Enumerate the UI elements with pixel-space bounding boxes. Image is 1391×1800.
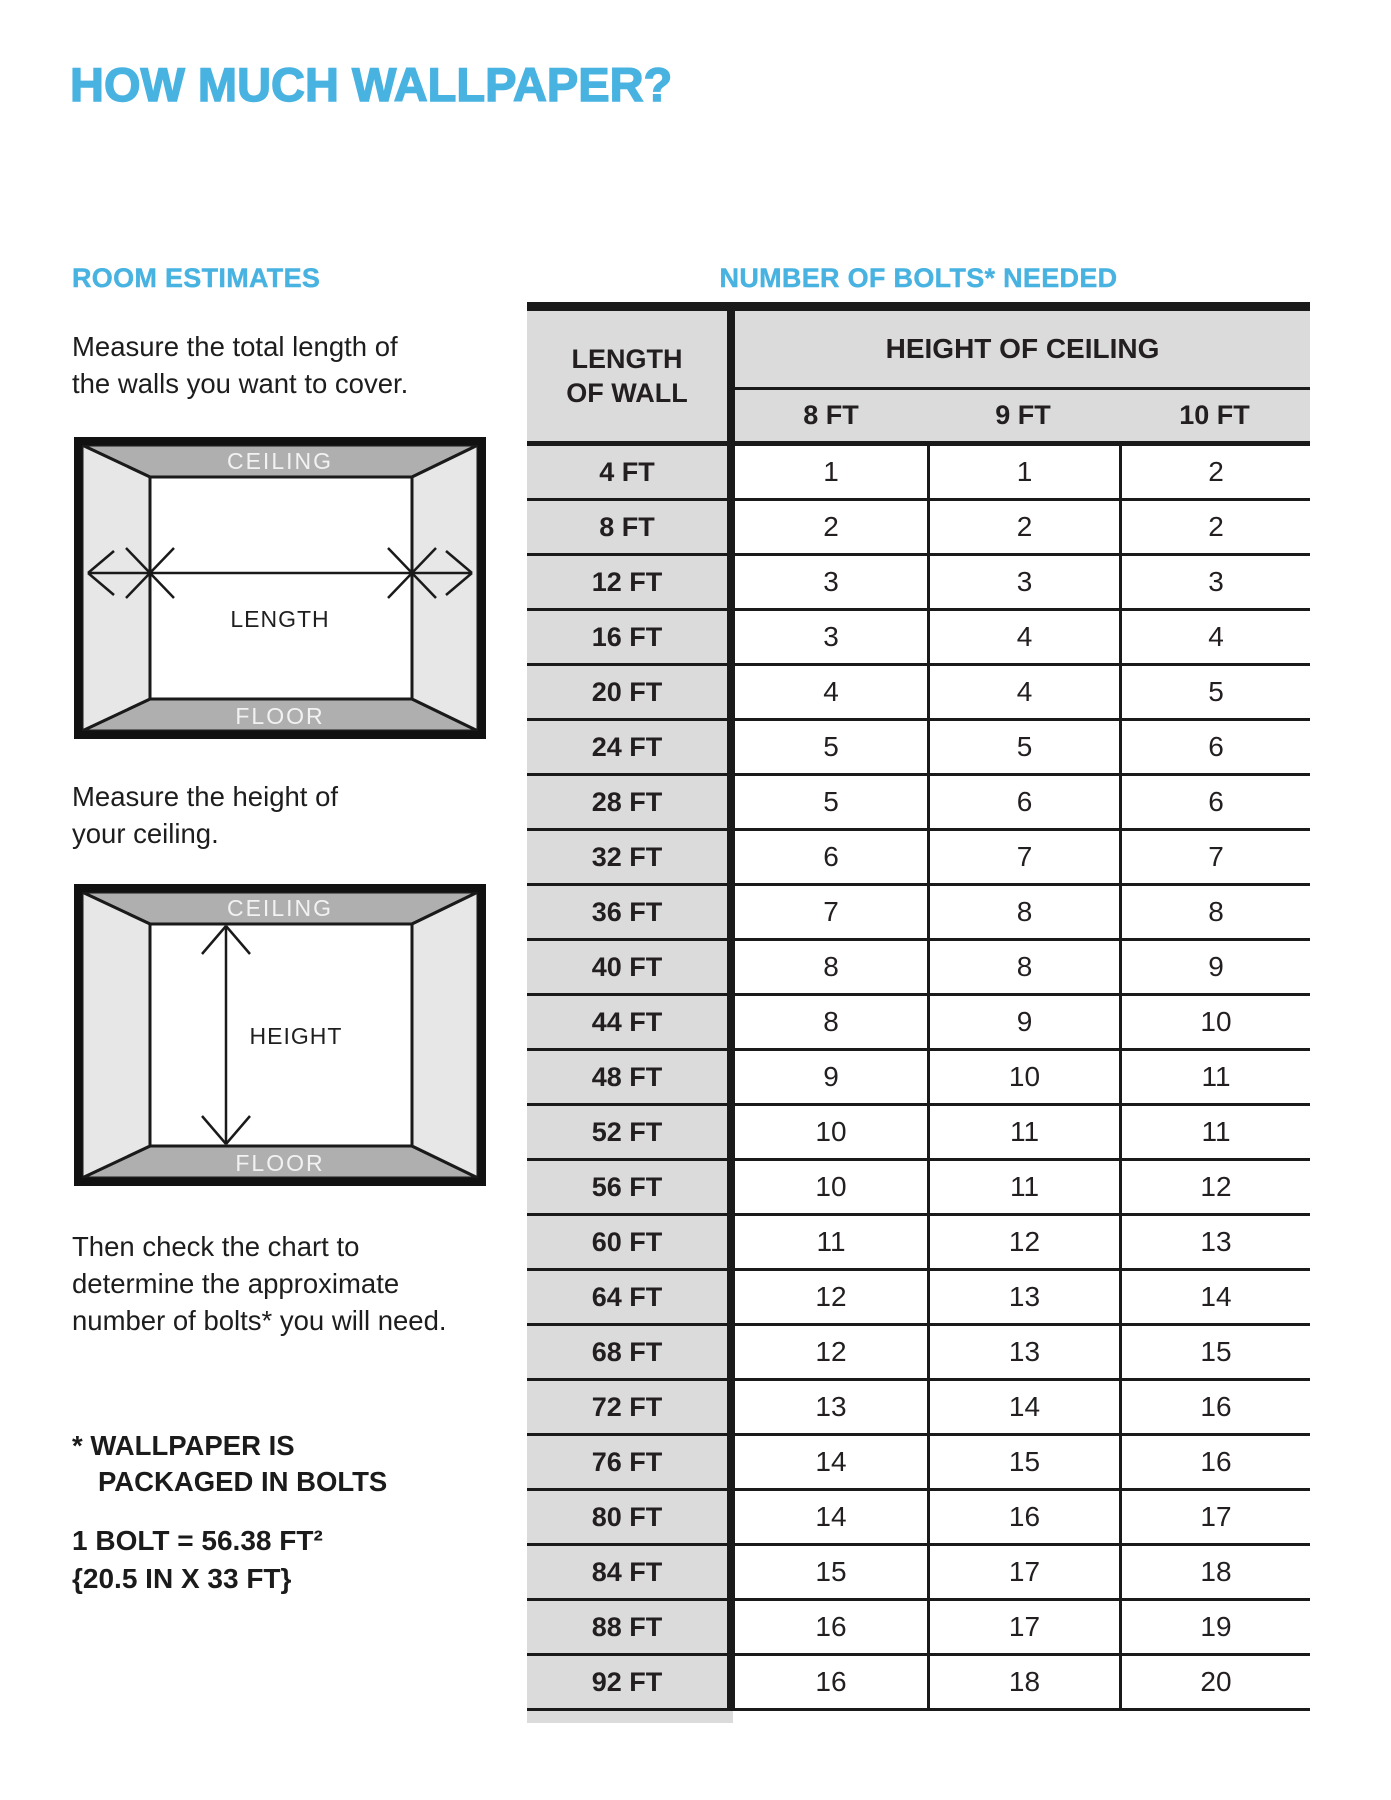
right-wall-surface <box>412 892 478 1178</box>
bolt-count-cell: 14 <box>735 1491 927 1546</box>
wall-length-cell: 68 FT <box>527 1326 727 1381</box>
instruction-line: Then check the chart to <box>72 1231 360 1262</box>
instruction-line: the walls you want to cover. <box>72 368 409 399</box>
instruction-measure-height <box>72 778 338 852</box>
wall-length-cell: 56 FT <box>527 1161 727 1216</box>
instruction-check-chart <box>72 1228 447 1339</box>
table-bottom-strip <box>527 1711 733 1723</box>
footnote-line: * WALLPAPER IS <box>72 1430 295 1461</box>
bolt-count-cell: 13 <box>927 1271 1119 1326</box>
wall-length-cell: 44 FT <box>527 996 727 1051</box>
bolt-count-cell: 12 <box>735 1271 927 1326</box>
wall-length-cell: 48 FT <box>527 1051 727 1106</box>
bolt-size-info <box>72 1522 323 1598</box>
bolt-count-cell: 8 <box>735 941 927 996</box>
instruction-line: Measure the height of <box>72 781 339 812</box>
height-of-ceiling-header: HEIGHT OF CEILING <box>735 311 1310 390</box>
floor-label: FLOOR <box>235 1150 325 1176</box>
column-header-10ft: 10 FT <box>1119 390 1310 446</box>
wall-length-cell: 8 FT <box>527 501 727 556</box>
instruction-line: Measure the total length of <box>72 331 398 362</box>
wall-length-cell: 88 FT <box>527 1601 727 1656</box>
room-estimates-heading: ROOM ESTIMATES <box>72 263 321 293</box>
bolt-count-cell: 17 <box>1119 1491 1310 1546</box>
bolt-count-cell: 5 <box>735 721 927 776</box>
instruction-measure-length <box>72 328 408 402</box>
bolt-count-cell: 18 <box>1119 1546 1310 1601</box>
length-of-wall-header <box>527 311 727 446</box>
bolt-count-cell: 15 <box>927 1436 1119 1491</box>
wall-length-cell: 32 FT <box>527 831 727 886</box>
wall-length-cell: 12 FT <box>527 556 727 611</box>
bolt-count-cell: 7 <box>735 886 927 941</box>
bolt-count-cell: 7 <box>1119 831 1310 886</box>
ceiling-label: CEILING <box>226 448 334 474</box>
bolt-count-cell: 14 <box>735 1436 927 1491</box>
bolts-needed-table <box>527 302 1310 1711</box>
wall-length-cell: 28 FT <box>527 776 727 831</box>
bolt-count-cell: 5 <box>1119 666 1310 721</box>
column-header-9ft: 9 FT <box>927 390 1119 446</box>
bolt-count-cell: 9 <box>927 996 1119 1051</box>
bolt-count-cell: 3 <box>735 611 927 666</box>
bolt-count-cell: 11 <box>1119 1051 1310 1106</box>
bolt-size-line: 1 BOLT = 56.38 FT² <box>72 1525 323 1556</box>
bolt-count-cell: 6 <box>927 776 1119 831</box>
wall-length-cell: 4 FT <box>527 446 727 501</box>
bolt-count-cell: 1 <box>927 446 1119 501</box>
room-height-diagram <box>74 884 486 1186</box>
left-wall-surface <box>82 892 150 1178</box>
bolt-count-cell: 9 <box>735 1051 927 1106</box>
instruction-line: determine the approximate <box>72 1268 400 1299</box>
bolt-count-cell: 6 <box>735 831 927 886</box>
bolt-count-cell: 17 <box>927 1546 1119 1601</box>
bolt-count-cell: 10 <box>927 1051 1119 1106</box>
bolt-count-cell: 10 <box>735 1161 927 1216</box>
bolt-count-cell: 2 <box>927 501 1119 556</box>
bolt-count-cell: 7 <box>927 831 1119 886</box>
wall-length-cell: 64 FT <box>527 1271 727 1326</box>
bolt-count-cell: 17 <box>927 1601 1119 1656</box>
instruction-line: number of bolts* you will need. <box>72 1305 447 1336</box>
bolt-count-cell: 11 <box>927 1106 1119 1161</box>
wall-length-cell: 72 FT <box>527 1381 727 1436</box>
bolt-count-cell: 15 <box>735 1546 927 1601</box>
wall-length-cell: 84 FT <box>527 1546 727 1601</box>
bolt-count-cell: 12 <box>1119 1161 1310 1216</box>
wall-length-cell: 76 FT <box>527 1436 727 1491</box>
bolt-count-cell: 3 <box>1119 556 1310 611</box>
bolt-count-cell: 11 <box>927 1161 1119 1216</box>
bolt-count-cell: 15 <box>1119 1326 1310 1381</box>
bolt-count-cell: 6 <box>1119 776 1310 831</box>
room-length-diagram <box>74 437 486 739</box>
wallpaper-bolts-footnote <box>72 1428 387 1500</box>
bolt-count-cell: 1 <box>735 446 927 501</box>
bolt-count-cell: 2 <box>735 501 927 556</box>
bolt-count-cell: 19 <box>1119 1601 1310 1656</box>
bolt-count-cell: 16 <box>735 1656 927 1711</box>
right-wall-surface <box>412 445 478 731</box>
bolt-count-cell: 13 <box>735 1381 927 1436</box>
bolt-count-cell: 16 <box>927 1491 1119 1546</box>
bolt-count-cell: 10 <box>735 1106 927 1161</box>
page-title: HOW MUCH WALLPAPER? <box>70 58 673 111</box>
bolt-count-cell: 11 <box>735 1216 927 1271</box>
length-label: LENGTH <box>230 606 330 632</box>
wall-length-cell: 16 FT <box>527 611 727 666</box>
ceiling-label: CEILING <box>226 895 334 921</box>
bolt-count-cell: 8 <box>927 886 1119 941</box>
wall-length-cell: 40 FT <box>527 941 727 996</box>
table-top-bar <box>527 302 1310 311</box>
bolt-count-cell: 4 <box>927 666 1119 721</box>
bolt-count-cell: 3 <box>927 556 1119 611</box>
bolt-count-cell: 16 <box>1119 1381 1310 1436</box>
bolt-count-cell: 14 <box>1119 1271 1310 1326</box>
wall-length-cell: 60 FT <box>527 1216 727 1271</box>
bolt-count-cell: 8 <box>735 996 927 1051</box>
table-column-divider <box>727 311 735 1711</box>
back-wall-surface <box>150 477 412 699</box>
wall-length-cell: 36 FT <box>527 886 727 941</box>
room-height-diagram-svg <box>74 884 486 1186</box>
bolts-needed-heading: NUMBER OF BOLTS* NEEDED <box>719 263 1118 293</box>
wall-length-cell: 92 FT <box>527 1656 727 1711</box>
bolt-count-cell: 2 <box>1119 501 1310 556</box>
bolt-count-cell: 16 <box>735 1601 927 1656</box>
column-header-8ft: 8 FT <box>735 390 927 446</box>
room-length-diagram-svg <box>74 437 486 739</box>
floor-label: FLOOR <box>235 703 325 729</box>
instruction-line: your ceiling. <box>72 818 219 849</box>
bolt-count-cell: 12 <box>735 1326 927 1381</box>
bolt-count-cell: 3 <box>735 556 927 611</box>
wall-length-cell: 24 FT <box>527 721 727 776</box>
bolt-count-cell: 6 <box>1119 721 1310 776</box>
bolt-count-cell: 9 <box>1119 941 1310 996</box>
bolt-count-cell: 14 <box>927 1381 1119 1436</box>
wall-length-cell: 52 FT <box>527 1106 727 1161</box>
bolt-count-cell: 10 <box>1119 996 1310 1051</box>
header-line: LENGTH <box>571 344 683 374</box>
bolt-size-line: {20.5 IN X 33 FT} <box>72 1563 292 1594</box>
bolt-count-cell: 16 <box>1119 1436 1310 1491</box>
bolt-count-cell: 11 <box>1119 1106 1310 1161</box>
bolt-count-cell: 8 <box>927 941 1119 996</box>
bolt-count-cell: 12 <box>927 1216 1119 1271</box>
bolt-count-cell: 4 <box>927 611 1119 666</box>
bolt-count-cell: 5 <box>927 721 1119 776</box>
bolt-count-cell: 5 <box>735 776 927 831</box>
footnote-line: PACKAGED IN BOLTS <box>98 1466 388 1497</box>
bolt-count-cell: 13 <box>927 1326 1119 1381</box>
bolt-count-cell: 8 <box>1119 886 1310 941</box>
bolt-count-cell: 13 <box>1119 1216 1310 1271</box>
height-label: HEIGHT <box>249 1023 343 1049</box>
bolt-count-cell: 20 <box>1119 1656 1310 1711</box>
left-wall-surface <box>82 445 150 731</box>
bolt-count-cell: 4 <box>1119 611 1310 666</box>
bolt-count-cell: 18 <box>927 1656 1119 1711</box>
wall-length-cell: 20 FT <box>527 666 727 721</box>
header-line: OF WALL <box>566 378 688 408</box>
wall-length-cell: 80 FT <box>527 1491 727 1546</box>
bolt-count-cell: 4 <box>735 666 927 721</box>
bolt-count-cell: 2 <box>1119 446 1310 501</box>
